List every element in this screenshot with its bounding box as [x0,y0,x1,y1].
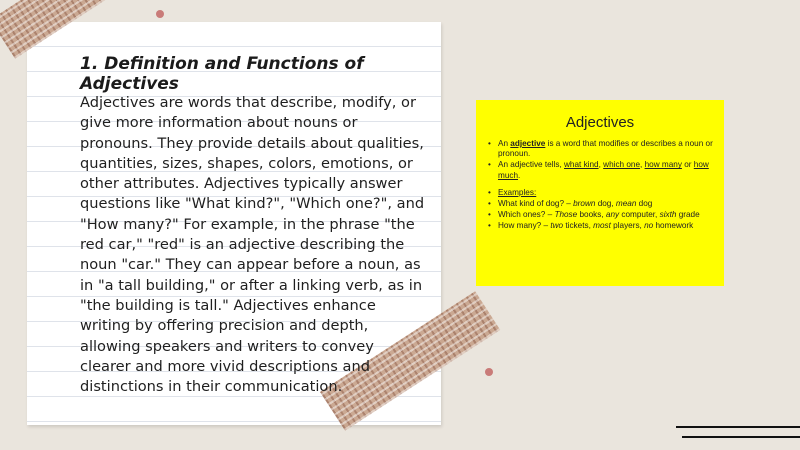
body-paragraph: Adjectives are words that describe, modify, or give more information about nouns or pronouns. They provide details about qualities, quantities, sizes, shapes, colors, emotions, or other attributes. Adjectives typically answer questions like "What kind?", "Which one?", and "How many?" For example, in the phrase "the red car," "red" is an adjective describing the noun "car." They can appear before a noun, as in "a tall building," or after a linking verb, as in "the building is tall." Adjectives enhance writing by offering precision and depth, allowing speakers and writers to convey clearer and more vivid descriptions and distinctions in their communication. [80,94,425,396]
bullet-example-which: • Which ones? – Those books, any computer, sixth grade [488,210,714,220]
pin-dot [156,10,164,18]
bullet-examples-label: • Examples: [488,188,714,198]
decorative-line [676,426,800,428]
bullet-tells: • An adjective tells, what kind, which one, how many or how much. [488,160,714,180]
bullet-example-kind: • What kind of dog? – brown dog, mean dog [488,199,714,209]
card-title: Adjectives [565,114,635,131]
bullet-definition: • An adjective is a word that modifies or describes a noun or pronoun. [488,139,714,159]
term-adjective: adjective [510,139,546,148]
slide-title: 1. Definition and Functions of Adjectives [80,54,364,94]
card-bullet-list [488,139,714,232]
adjectives-card [476,100,724,286]
pin-dot [485,368,493,376]
decorative-line [682,436,800,438]
bullet-example-many: • How many? – two tickets, most players, no homework [488,221,714,231]
